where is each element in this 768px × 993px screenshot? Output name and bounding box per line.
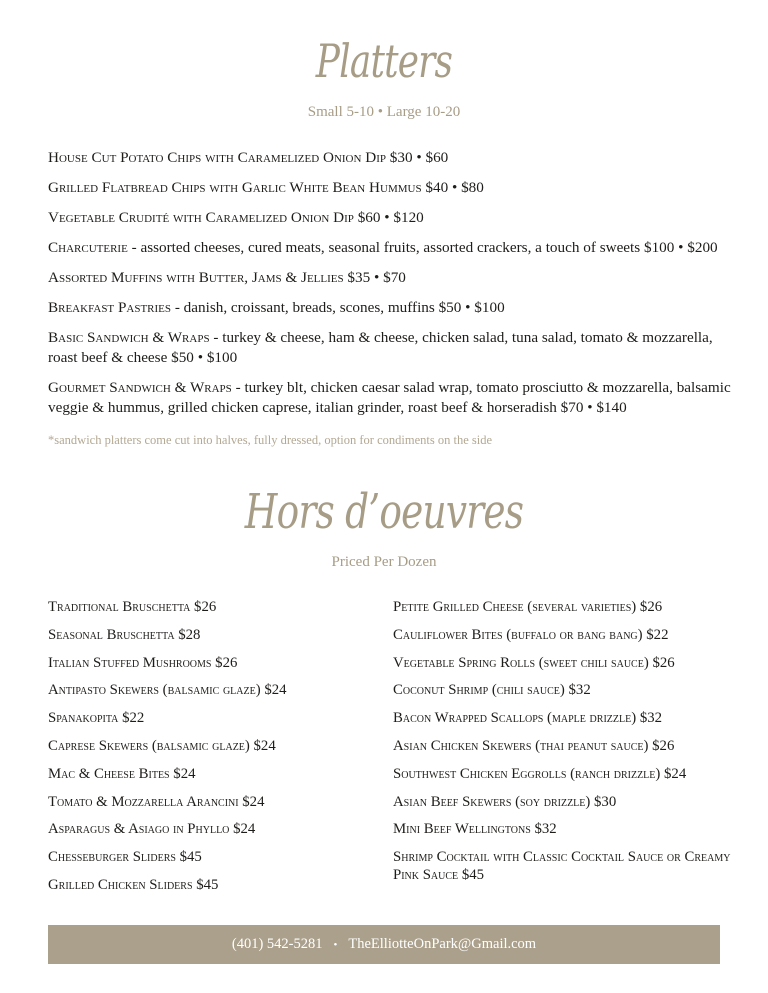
platter-detail: $35 • $70 xyxy=(343,269,406,286)
platters-list xyxy=(48,148,738,428)
footer-separator: • xyxy=(333,938,338,951)
platter-name: Gourmet Sandwich & Wraps xyxy=(48,379,232,396)
hors-item: Antipasto Skewers (balsamic glaze) $24 xyxy=(48,682,287,699)
hors-item: Tomato & Mozzarella Arancini $24 xyxy=(48,793,265,810)
platter-detail: $40 • $80 xyxy=(421,179,484,196)
platter-item xyxy=(48,148,738,168)
platters-subtitle: Small 5-10 • Large 10-20 xyxy=(307,104,461,120)
hors-item: Asian Beef Skewers (soy drizzle) $30 xyxy=(393,793,617,810)
hors-item: Vegetable Spring Rolls (sweet chili sauce) $26 xyxy=(393,654,675,671)
platter-detail: - turkey blt, chicken caesar salad wrap, tomato prosciutto & mozzarella, balsamic veggie & hummus, grilled chicken caprese, italian grinder, roast beef & horseradish $70 • $140 xyxy=(48,379,731,416)
hors-item: Traditional Bruschetta $26 xyxy=(48,599,217,615)
hors-item: Coconut Shrimp (chili sauce) $32 xyxy=(393,682,591,699)
footer-phone: (401) 542-5281 xyxy=(231,936,323,952)
hors-item: Asian Chicken Skewers (thai peanut sauce) $26 xyxy=(393,737,675,754)
platter-name: Assorted Muffins with Butter, Jams & Jellies xyxy=(48,269,344,286)
hors-item: Grilled Chicken Sliders $45 xyxy=(48,876,219,893)
hors-item: Asparagus & Asiago in Phyllo $24 xyxy=(48,821,256,838)
platter-detail: - turkey & cheese, ham & cheese, chicken salad, tuna salad, tomato & mozzarella, roast beef & cheese $50 • $100 xyxy=(48,329,713,366)
platter-name: Basic Sandwich & Wraps xyxy=(48,329,210,346)
platters-title: Platters xyxy=(315,34,453,88)
hors-item: Cauliflower Bites (buffalo or bang bang) $22 xyxy=(393,626,669,643)
platter-item xyxy=(48,328,738,368)
platter-name: House Cut Potato Chips with Caramelized Onion Dip xyxy=(48,149,386,166)
platter-item xyxy=(48,178,738,198)
hors-item: Mini Beef Wellingtons $32 xyxy=(393,821,557,838)
platter-name: Grilled Flatbread Chips with Garlic White Bean Hummus xyxy=(48,179,422,196)
platter-name: Breakfast Pastries xyxy=(48,299,172,316)
platter-detail: - danish, croissant, breads, scones, muffins $50 • $100 xyxy=(171,299,505,316)
contact-footer xyxy=(48,925,720,964)
footer-email: TheElliotteOnPark@Gmail.com xyxy=(348,936,537,952)
hors-item: Seasonal Bruschetta $28 xyxy=(48,626,201,643)
hors-item: Southwest Chicken Eggrolls (ranch drizzle) $24 xyxy=(393,765,687,782)
hors-right-column xyxy=(393,598,733,888)
platter-name: Charcuterie xyxy=(48,239,128,256)
platter-item xyxy=(48,298,738,318)
platter-detail: $30 • $60 xyxy=(386,149,449,166)
platter-detail: $60 • $120 xyxy=(353,209,424,226)
hors-item: Spanakopita $22 xyxy=(48,710,145,727)
platter-detail: - assorted cheeses, cured meats, seasonal fruits, assorted crackers, a touch of sweets $100 • $200 xyxy=(127,239,718,256)
hors-item: Petite Grilled Cheese (several varieties) $26 xyxy=(393,599,663,615)
platter-item xyxy=(48,238,738,258)
hors-item: Chesseburger Sliders $45 xyxy=(48,849,202,866)
hors-item: Italian Stuffed Mushrooms $26 xyxy=(48,654,238,671)
hors-item: Caprese Skewers (balsamic glaze) $24 xyxy=(48,737,276,754)
hors-left-column xyxy=(48,598,378,904)
platter-item xyxy=(48,268,738,288)
hors-item: Shrimp Cocktail with Classic Cocktail Sauce or Creamy Pink Sauce $45 xyxy=(393,849,731,884)
hors-item: Mac & Cheese Bites $24 xyxy=(48,765,196,782)
platter-item xyxy=(48,208,738,228)
platters-note: *sandwich platters come cut into halves, fully dressed, option for condiments on the side xyxy=(48,433,493,447)
platter-item xyxy=(48,378,738,418)
hors-title: Hors d’oeuvres xyxy=(244,484,524,540)
hors-subtitle: Priced Per Dozen xyxy=(331,554,437,570)
platter-name: Vegetable Crudité with Caramelized Onion Dip xyxy=(48,209,354,226)
hors-item: Bacon Wrapped Scallops (maple drizzle) $32 xyxy=(393,710,663,727)
